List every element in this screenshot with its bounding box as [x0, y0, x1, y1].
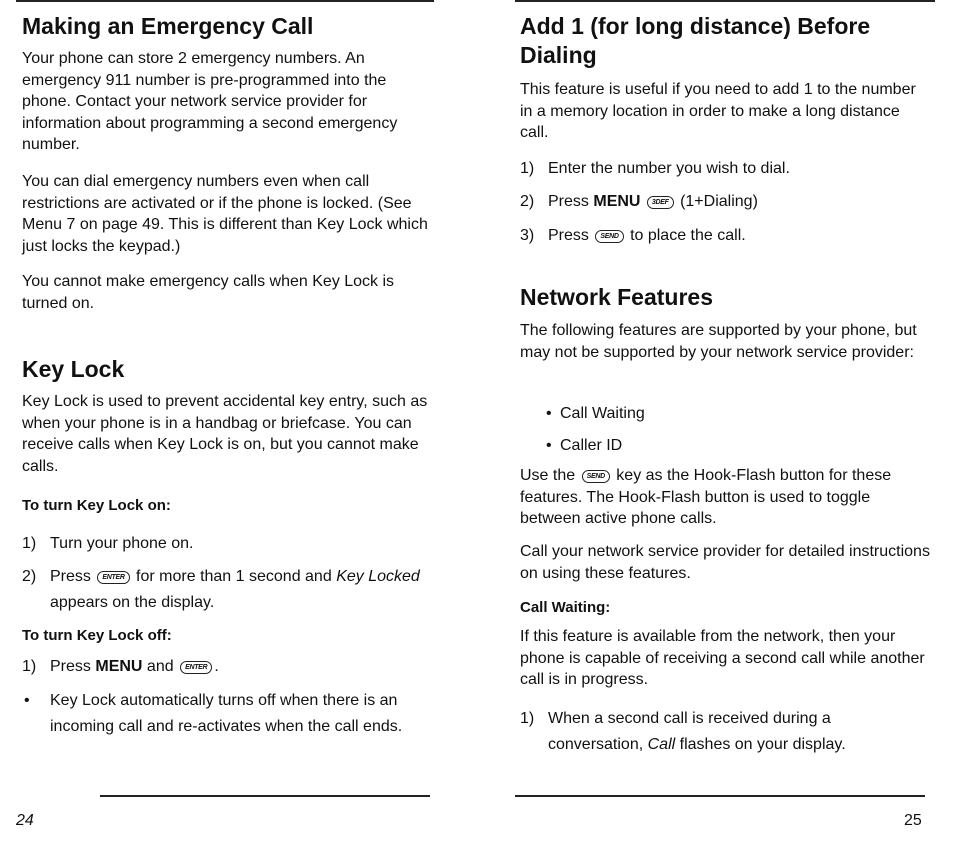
page-number-left: 24: [16, 812, 34, 829]
key-lock-on-heading: To turn Key Lock on:: [22, 497, 171, 514]
display-message: Key Locked: [336, 568, 420, 585]
step-text: (1+Dialing): [680, 193, 758, 210]
network-features-heading: Network Features: [520, 284, 714, 310]
emergency-paragraph-2: You can dial emergency numbers even when call restrictions are activated or if the phone is locked. (See Menu 7 on page 49. This is different than Key Lock which just locks the keypad.): [22, 173, 428, 255]
step-text: to place the call.: [630, 227, 746, 244]
bullet-text: Call Waiting: [560, 405, 645, 422]
bullet-text: Caller ID: [560, 437, 623, 454]
send-key-icon: SEND: [595, 230, 623, 243]
paragraph-text: Use the: [520, 467, 576, 484]
step-number: 3): [520, 227, 535, 244]
bottom-rule-left: [100, 795, 430, 797]
add-1-heading-line-1: Add 1 (for long distance) Before: [520, 13, 871, 39]
paragraph-text: key as the Hook-Flash button for these features. The Hook-Flash button is used to toggle between active phone calls.: [520, 467, 892, 527]
step-text: flashes on your display.: [679, 736, 846, 753]
bullet-text: Key Lock automatically turns off when there is an incoming call and re-activates when the call ends.: [50, 692, 403, 735]
step-text: Press: [548, 193, 589, 210]
feature-bullet-call-waiting: [520, 403, 954, 424]
feature-bullet-caller-id: [520, 435, 954, 456]
bottom-rule-right: [515, 795, 925, 797]
call-waiting-heading: Call Waiting:: [520, 599, 611, 616]
step-text: and: [146, 658, 174, 675]
three-def-key-icon: 3DEF: [647, 196, 674, 209]
key-lock-auto-off-bullet: [22, 688, 450, 740]
send-key-icon: SEND: [582, 470, 610, 483]
key-lock-on-step-2: [22, 564, 430, 616]
add-1-heading-line-2: Dialing: [520, 42, 597, 68]
add-1-step-1: [520, 156, 954, 182]
add-1-step-2: [520, 189, 954, 215]
step-number: 2): [22, 568, 37, 585]
key-lock-on-step-1: [22, 531, 460, 557]
step-text: appears on the display.: [50, 594, 215, 611]
step-text: Turn your phone on.: [50, 535, 194, 552]
bullet-icon: •: [546, 405, 552, 422]
add-1-paragraph: This feature is useful if you need to add 1 to the number in a memory location in order to make a long distance call.: [520, 81, 916, 141]
call-waiting-step-1: [520, 706, 918, 758]
step-number: 1): [22, 535, 37, 552]
step-text: Press: [50, 658, 91, 675]
key-lock-heading: Key Lock: [22, 356, 125, 382]
call-waiting-paragraph: If this feature is available from the network, then your phone is capable of receiving a second call while another call is in progress.: [520, 628, 925, 688]
key-lock-off-step-1: [22, 654, 460, 680]
network-features-paragraph: The following features are supported by your phone, but may not be supported by your network service provider:: [520, 322, 917, 361]
bullet-icon: •: [546, 437, 552, 454]
page-number-right: 25: [904, 812, 922, 829]
enter-key-icon: ENTER: [97, 571, 129, 584]
step-text: Press: [50, 568, 91, 585]
step-text: for more than 1 second and: [136, 568, 332, 585]
step-number: 2): [520, 193, 535, 210]
enter-key-icon: ENTER: [180, 661, 212, 674]
step-text: .: [214, 658, 219, 675]
menu-key-label: MENU: [95, 658, 143, 675]
bullet-icon: •: [24, 692, 30, 709]
key-lock-off-heading: To turn Key Lock off:: [22, 627, 172, 644]
display-message: Call: [647, 736, 676, 753]
add-1-step-3: [520, 223, 954, 249]
step-number: 1): [520, 160, 535, 177]
step-number: 1): [22, 658, 37, 675]
emergency-call-heading: Making an Emergency Call: [22, 13, 314, 39]
step-number: 1): [520, 710, 535, 727]
emergency-paragraph-1: Your phone can store 2 emergency numbers. An emergency 911 number is pre-programmed into the phone. Contact your network service provider for information about programming a second emergency number.: [22, 50, 398, 153]
right-page: [520, 0, 930, 790]
step-text: When a second call is received during a conversation,: [548, 710, 831, 753]
left-page: [22, 0, 432, 790]
step-text: Enter the number you wish to dial.: [548, 160, 790, 177]
menu-key-label: MENU: [593, 193, 641, 210]
step-text: Press: [548, 227, 589, 244]
hook-flash-paragraph: [520, 465, 930, 530]
emergency-paragraph-3: You cannot make emergency calls when Key Lock is turned on.: [22, 273, 395, 312]
key-lock-paragraph: Key Lock is used to prevent accidental key entry, such as when your phone is in a handbag or briefcase. You can receive calls when Key Lock is on, but you cannot make calls.: [22, 393, 428, 475]
contact-provider-paragraph: Call your network service provider for detailed instructions on using these features.: [520, 543, 930, 582]
